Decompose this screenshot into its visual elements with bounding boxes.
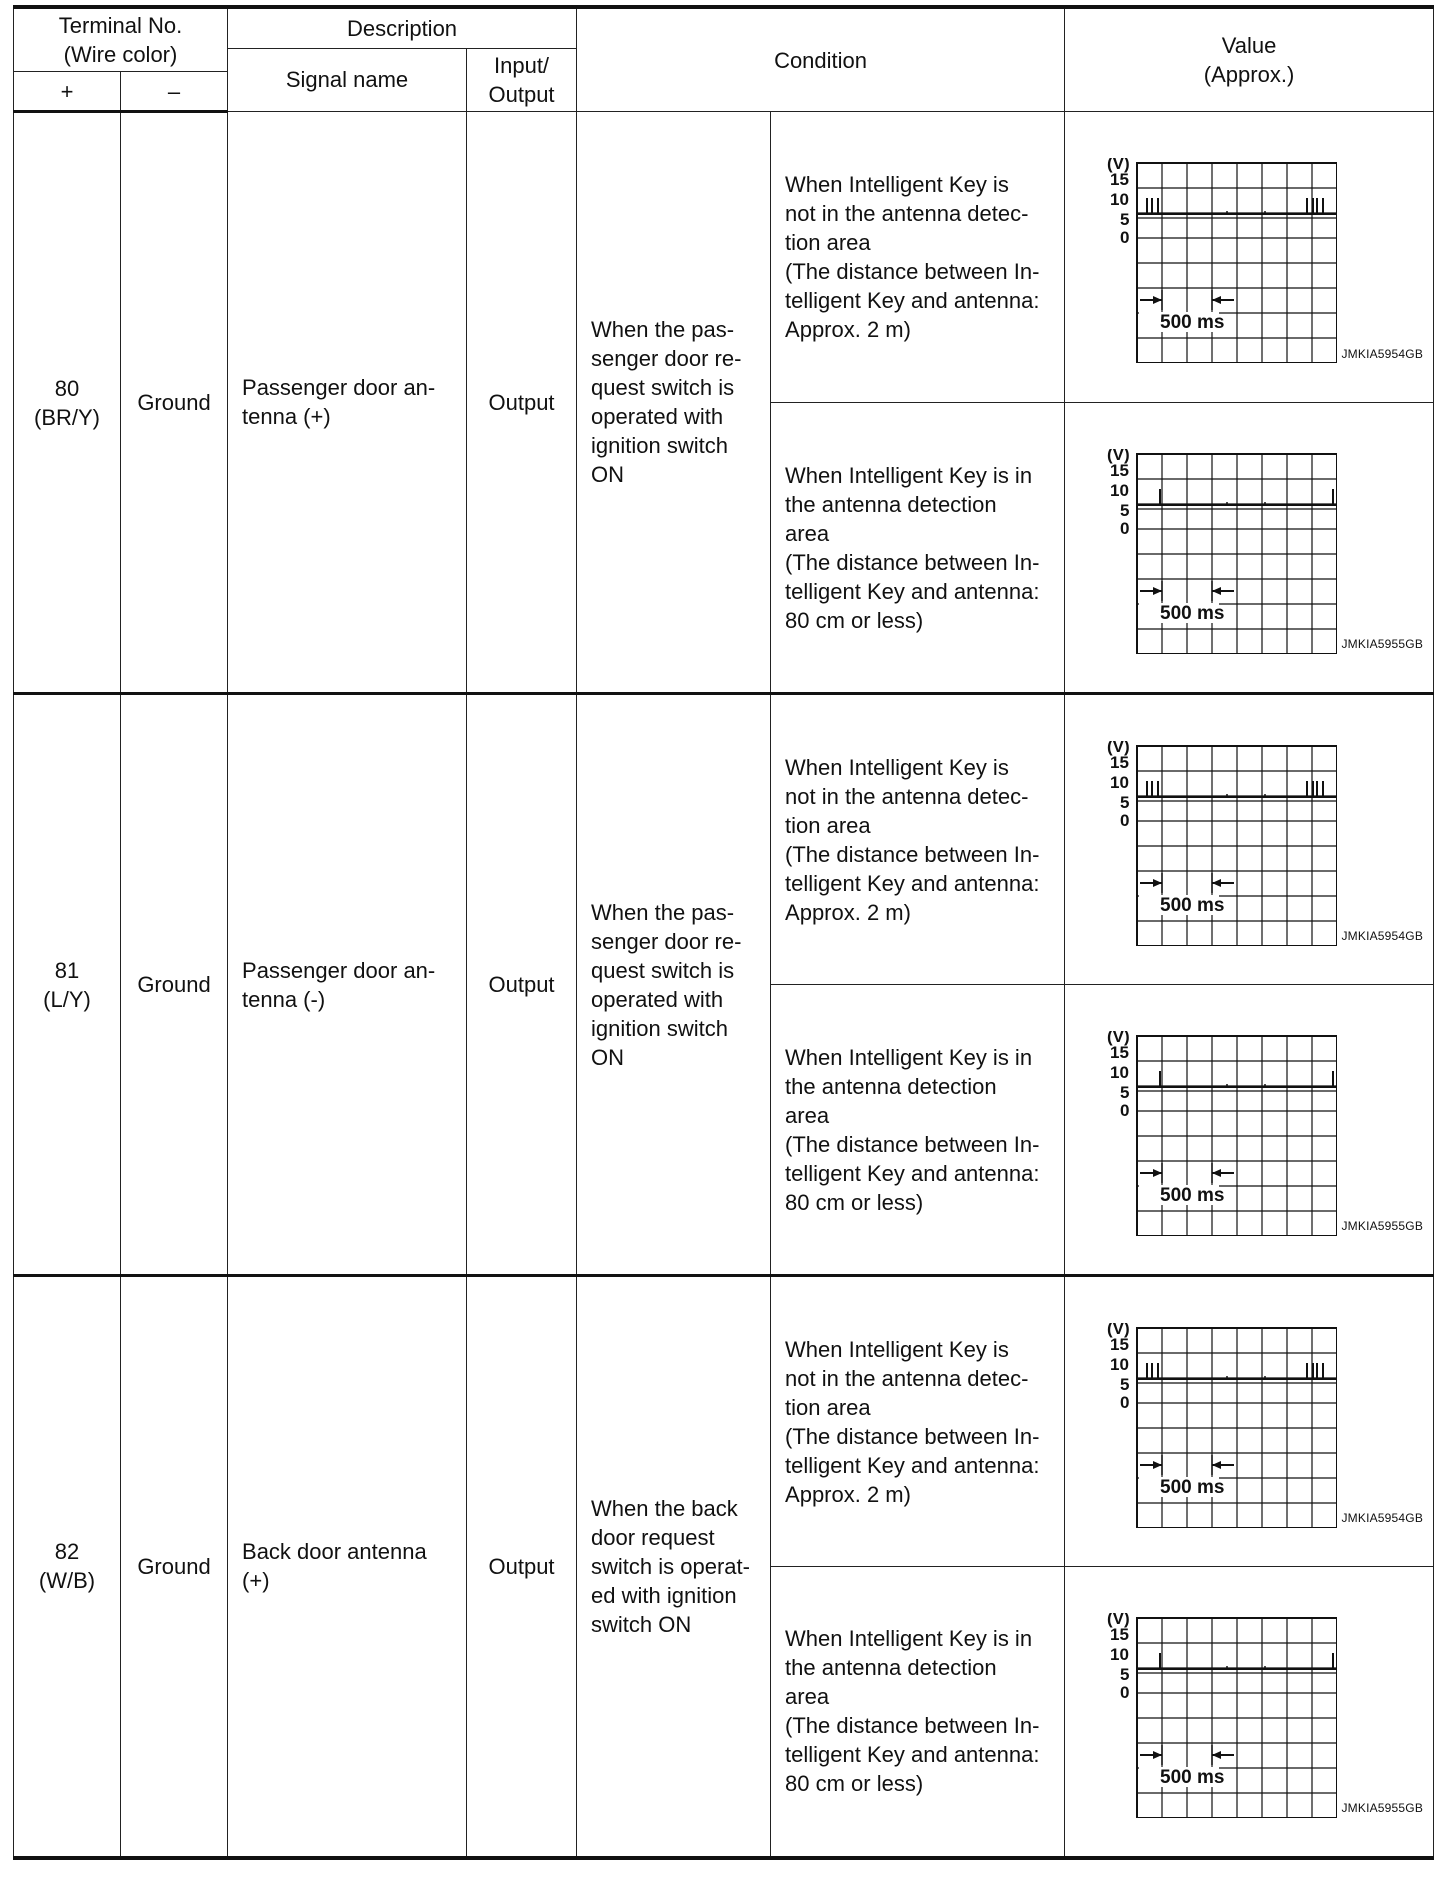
condition-line: ON	[591, 462, 625, 487]
y-tick-label: 15	[1110, 1335, 1129, 1354]
y-tick-label: 10	[1110, 1355, 1129, 1374]
sub-condition-line: (The distance between In-	[785, 1131, 1040, 1157]
sub-condition-line: telligent Key and antenna:	[785, 1452, 1040, 1478]
signal-name-cell	[228, 112, 467, 694]
header-condition: Condition	[577, 7, 1065, 112]
header-value-label: Value	[1221, 33, 1277, 58]
y-tick-label: 15	[1110, 461, 1129, 480]
signal-name-line: Passenger door an-	[242, 957, 436, 983]
unit-label: (V)	[1107, 1323, 1130, 1338]
value-waveform-cell	[1065, 1567, 1434, 1858]
unit-label: (V)	[1107, 449, 1130, 464]
sub-condition-line: area	[785, 1102, 830, 1128]
waveform-graph	[1107, 1323, 1337, 1528]
sub-condition-cell	[771, 985, 1065, 1276]
io-cell: Output	[467, 112, 577, 694]
header-minus: –	[121, 72, 228, 112]
wire-color: (W/B)	[38, 1568, 96, 1594]
table-body	[14, 112, 1434, 1858]
table-row	[14, 112, 1434, 403]
condition-line: operated with	[591, 404, 724, 429]
y-tick-label: 10	[1110, 1645, 1129, 1664]
unit-label: (V)	[1107, 158, 1130, 173]
value-waveform-cell	[1065, 112, 1434, 403]
waveform-graph	[1107, 158, 1337, 363]
header-terminal-no	[14, 7, 228, 72]
sub-condition-line: telligent Key and antenna:	[785, 578, 1040, 604]
condition-line: ON	[591, 1044, 625, 1070]
condition-line: operated with	[591, 986, 724, 1012]
y-tick-label: 0	[1120, 1101, 1130, 1120]
header-signal-name: Signal name	[228, 48, 467, 112]
y-tick-label: 10	[1110, 773, 1129, 792]
io-cell: Output	[467, 694, 577, 1276]
time-scale-label: 500 ms	[1160, 1185, 1225, 1206]
y-tick-label: 10	[1110, 190, 1129, 209]
condition-line: switch ON	[591, 1611, 692, 1637]
wire-color: (BR/Y)	[34, 404, 100, 430]
time-scale-label: 500 ms	[1160, 312, 1225, 333]
waveform-graph	[1107, 741, 1337, 946]
sub-condition-line: telligent Key and antenna:	[785, 288, 1040, 313]
sub-condition-line: tion area	[785, 812, 871, 838]
condition-line: quest switch is	[591, 375, 735, 400]
y-tick-label: 0	[1120, 228, 1130, 247]
sub-condition-cell	[771, 403, 1065, 694]
header-value	[1065, 7, 1434, 112]
y-tick-label: 10	[1110, 1063, 1129, 1082]
sub-condition-line: not in the antenna detec-	[785, 783, 1029, 809]
sub-condition-line: tion area	[785, 230, 871, 255]
y-tick-label: 5	[1120, 1375, 1130, 1394]
header-input-output	[467, 48, 577, 112]
sub-condition-line: (The distance between In-	[785, 1713, 1040, 1739]
y-tick-label: 0	[1120, 811, 1130, 830]
signal-name-line: tenna (-)	[242, 986, 326, 1012]
terminal-number: 82	[54, 1539, 80, 1565]
condition-line: ignition switch	[591, 433, 728, 458]
y-tick-label: 15	[1110, 170, 1129, 189]
terminal-spec-table	[13, 5, 1434, 1860]
condition-line: ignition switch	[591, 1015, 728, 1041]
value-waveform-cell	[1065, 985, 1434, 1276]
condition-line: senger door re-	[591, 928, 742, 954]
value-waveform-cell	[1065, 403, 1434, 694]
condition-line: When the pas-	[591, 317, 735, 342]
y-tick-label: 5	[1120, 210, 1130, 229]
y-tick-label: 15	[1110, 1625, 1129, 1644]
y-tick-label: 15	[1110, 1043, 1129, 1062]
time-scale-label: 500 ms	[1160, 895, 1225, 916]
terminal-plus-cell	[14, 112, 121, 694]
sub-condition-line: When Intelligent Key is	[785, 754, 1009, 780]
sub-condition-line: When Intelligent Key is	[785, 172, 1009, 197]
signal-name-cell	[228, 694, 467, 1276]
condition-line: switch is operat-	[591, 1553, 750, 1579]
sub-condition-cell	[771, 112, 1065, 403]
signal-name-cell	[228, 1276, 467, 1858]
figure-code: JMKIA5955GB	[1341, 637, 1424, 651]
sub-condition-line: the antenna detection	[785, 1655, 997, 1681]
condition-line: senger door re-	[591, 346, 742, 371]
sub-condition-line: When Intelligent Key is in	[785, 1626, 1033, 1652]
sub-condition-line: Approx. 2 m)	[785, 899, 911, 925]
terminal-minus-cell: Ground	[121, 1276, 228, 1858]
signal-name-line: Passenger door an-	[242, 375, 436, 400]
header-wire-color-label: (Wire color)	[63, 42, 178, 67]
value-waveform-cell	[1065, 1276, 1434, 1567]
header-value-approx-label: (Approx.)	[1203, 62, 1295, 87]
sub-condition-line: 80 cm or less)	[785, 1771, 924, 1797]
terminal-number: 80	[54, 375, 80, 401]
condition-cell	[577, 1276, 771, 1858]
sub-condition-line: area	[785, 520, 830, 546]
sub-condition-line: area	[785, 1684, 830, 1710]
y-tick-label: 0	[1120, 519, 1130, 538]
value-waveform-cell	[1065, 694, 1434, 985]
waveform-graph	[1107, 1031, 1337, 1236]
waveform-graph	[1107, 449, 1337, 654]
unit-label: (V)	[1107, 1613, 1130, 1628]
y-tick-label: 15	[1110, 753, 1129, 772]
condition-line: door request	[591, 1524, 715, 1550]
waveform-figure	[1107, 1031, 1337, 1241]
terminal-plus-cell	[14, 1276, 121, 1858]
sub-condition-line: (The distance between In-	[785, 259, 1040, 284]
header-output-label: Output	[488, 81, 555, 107]
sub-condition-line: not in the antenna detec-	[785, 1365, 1029, 1391]
waveform-figure	[1107, 449, 1337, 659]
terminal-number: 81	[54, 957, 80, 983]
sub-condition-line: tion area	[785, 1394, 871, 1420]
sub-condition-line: Approx. 2 m)	[785, 317, 911, 342]
unit-label: (V)	[1107, 1031, 1130, 1046]
figure-code: JMKIA5955GB	[1341, 1800, 1424, 1815]
sub-condition-line: When Intelligent Key is in	[785, 1044, 1033, 1070]
y-tick-label: 0	[1120, 1393, 1130, 1412]
sub-condition-line: (The distance between In-	[785, 1423, 1040, 1449]
sub-condition-cell	[771, 1567, 1065, 1858]
condition-line: quest switch is	[591, 957, 735, 983]
y-tick-label: 5	[1120, 1665, 1130, 1684]
condition-cell	[577, 694, 771, 1276]
table-row	[14, 694, 1434, 985]
condition-line: When the back	[591, 1495, 738, 1521]
signal-name-line: Back door antenna	[242, 1539, 427, 1565]
condition-cell	[577, 112, 771, 694]
figure-code: JMKIA5954GB	[1341, 929, 1424, 943]
sub-condition-line: 80 cm or less)	[785, 607, 924, 633]
waveform-graph	[1107, 1613, 1337, 1818]
sub-condition-cell	[771, 694, 1065, 985]
sub-condition-line: 80 cm or less)	[785, 1189, 924, 1215]
header-terminal-no-label: Terminal No.	[58, 13, 183, 38]
y-tick-label: 5	[1120, 1083, 1130, 1102]
terminal-minus-cell: Ground	[121, 694, 228, 1276]
signal-name-line: (+)	[242, 1568, 270, 1594]
sub-condition-line: Approx. 2 m)	[785, 1481, 911, 1507]
time-scale-label: 500 ms	[1160, 1767, 1225, 1788]
time-scale-label: 500 ms	[1160, 1477, 1225, 1498]
sub-condition-line: not in the antenna detec-	[785, 201, 1029, 226]
sub-condition-line: When Intelligent Key is in	[785, 462, 1033, 488]
sub-condition-line: telligent Key and antenna:	[785, 1160, 1040, 1186]
sub-condition-line: telligent Key and antenna:	[785, 1742, 1040, 1768]
signal-name-line: tenna (+)	[242, 404, 331, 429]
io-cell: Output	[467, 1276, 577, 1858]
header-input-label: Input/	[494, 52, 550, 78]
y-tick-label: 5	[1120, 501, 1130, 520]
sub-condition-line: (The distance between In-	[785, 549, 1040, 575]
sub-condition-cell	[771, 1276, 1065, 1567]
waveform-figure	[1107, 158, 1337, 368]
sub-condition-line: telligent Key and antenna:	[785, 870, 1040, 896]
terminal-minus-cell: Ground	[121, 112, 228, 694]
sub-condition-line: the antenna detection	[785, 491, 997, 517]
unit-label: (V)	[1107, 741, 1130, 756]
sub-condition-line: When Intelligent Key is	[785, 1336, 1009, 1362]
figure-code: JMKIA5955GB	[1341, 1219, 1424, 1233]
sub-condition-line: the antenna detection	[785, 1073, 997, 1099]
waveform-figure	[1107, 741, 1337, 951]
time-scale-label: 500 ms	[1160, 603, 1225, 624]
sub-condition-line: (The distance between In-	[785, 841, 1040, 867]
waveform-figure	[1107, 1613, 1337, 1823]
y-tick-label: 0	[1120, 1683, 1130, 1702]
table-row	[14, 1276, 1434, 1567]
y-tick-label: 10	[1110, 481, 1129, 500]
condition-line: ed with ignition	[591, 1582, 737, 1608]
wire-color: (L/Y)	[43, 986, 91, 1012]
figure-code: JMKIA5954GB	[1341, 347, 1424, 361]
condition-line: When the pas-	[591, 899, 735, 925]
y-tick-label: 5	[1120, 793, 1130, 812]
terminal-spec-table-page	[13, 5, 1433, 1860]
header-plus: +	[14, 72, 121, 112]
header-description: Description	[228, 7, 577, 48]
figure-code: JMKIA5954GB	[1341, 1511, 1424, 1525]
terminal-plus-cell	[14, 694, 121, 1276]
waveform-figure	[1107, 1323, 1337, 1533]
